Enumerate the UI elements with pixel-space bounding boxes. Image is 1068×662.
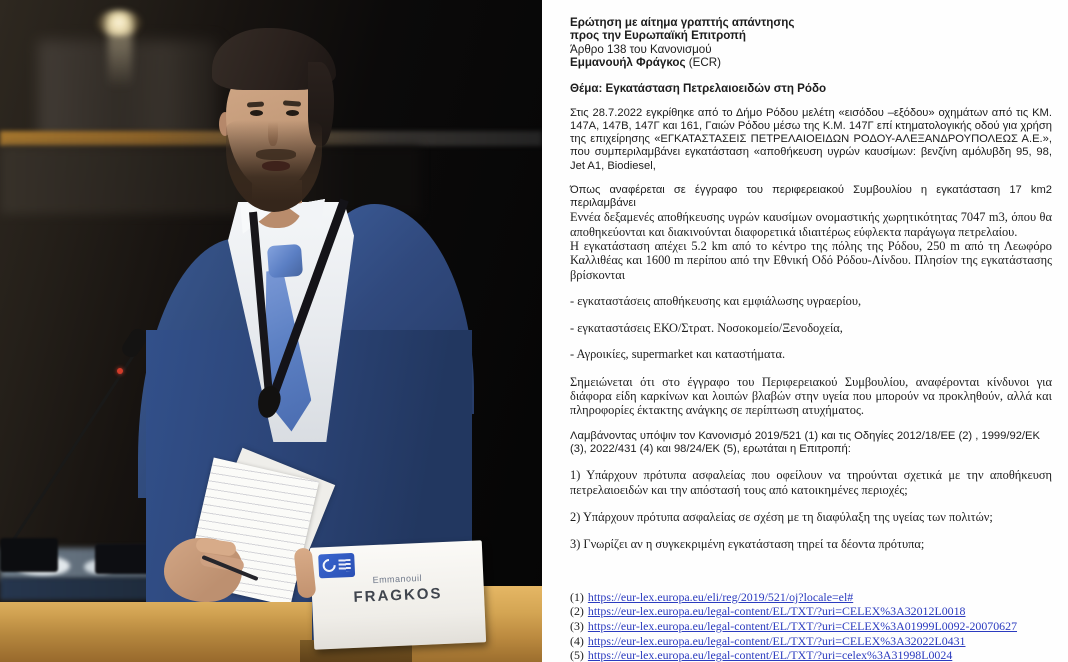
footnote-item: [570, 590, 1052, 605]
footnote-number: (3): [570, 618, 584, 633]
footnote-link[interactable]: https://eur-lex.europa.eu/eli/reg/2019/521/oj?locale=el#: [587, 589, 854, 604]
light-reflection: [108, 26, 132, 88]
wooden-desk: [0, 602, 312, 662]
footnote-item: [570, 604, 1052, 619]
author-group: (ECR): [685, 56, 721, 70]
footnote-number: (4): [570, 633, 584, 648]
header-line-author: [570, 56, 1052, 69]
bullet-item: - εγκαταστάσεις ΕΚΟ/Στρατ. Νοσοκομείο/Ξενοδοχεία,: [570, 320, 843, 335]
mouth: [262, 161, 290, 171]
header-line-rule: Άρθρο 138 του Κανονισμού: [570, 42, 712, 56]
footnote-number: (1): [570, 589, 584, 604]
author-name: Εμμανουήλ Φράγκος: [570, 56, 686, 70]
document-subject: Θέμα: Εγκατάσταση Πετρελαιοειδών στη Ρόδο: [570, 81, 827, 95]
bullet-item: - Αγροικίες, supermarket και καταστήματα.: [570, 347, 786, 362]
eye: [286, 110, 299, 116]
eu-logo-glyph: [320, 556, 338, 574]
footnote-link[interactable]: https://eur-lex.europa.eu/legal-content/EL/TXT/?uri=CELEX%3A32022L0431: [587, 633, 966, 648]
footnote-link[interactable]: https://eur-lex.europa.eu/legal-content/EL/TXT/?uri=CELEX%3A01999L0092-20070627: [587, 618, 1018, 633]
mustache: [256, 149, 296, 160]
paragraph-legal-basis: Λαμβάνοντας υπόψιν τον Κανονισμό 2019/521 (1) και τις Οδηγίες 2012/18/ΕΕ (2) , 1999/92/ΕΚ (3), 2022/431 (4) και 98/24/ΕΚ (5), ερωτάται η Επιτροπή:: [570, 429, 1040, 455]
header-line-question-type: Ερώτηση με αίτημα γραπτής απάντησης: [570, 16, 795, 29]
paragraph-approval: Στις 28.7.2022 εγκρίθηκε από το Δήμο Ρόδου μελέτη «εισόδου –εξόδου» οχημάτων από τις ΚΜ. 147Α, 147Β, 147Γ και 161, Γαιών Ρόδου μέσω της Κ.Μ. 147Γ επί κτηματολογικής οδού για χρήση της επιχείρησης «ΕΓΚΑΤΑΣΤΑΣΕΙΣ ΠΕΤΡΕΛΑΙΟΕΙΔΩΝ ΡΟΔΟΥ-ΑΛΕΞΑΝΔΡΟΥΠΟΛΕΩΣ Α.Ε.», που συμπεριλαμβάνει εγκατάσταση «αποθήκευση υγρών καυσίμων: βενζίνη αμόλυβδη 95, 98, Jet A1, Biodiesel,: [570, 106, 1052, 172]
bullet-item: - εγκαταστάσεις αποθήκευσης και εμφιάλωσης υγραερίου,: [570, 294, 862, 309]
hemicycle-background: [0, 146, 420, 214]
footnote-number: (5): [570, 648, 584, 662]
document-header: [570, 16, 1052, 70]
tie-knot: [267, 244, 303, 278]
footnotes-list: [570, 590, 1052, 662]
written-question-document: [542, 0, 1068, 662]
nameplate-first-name: Emmanouil: [372, 572, 423, 586]
nameplate-last-name: FRAGKOS: [353, 585, 443, 606]
paragraph-installation: [570, 184, 1052, 282]
question-item: 2) Υπάρχουν πρότυπα ασφαλείας σε σχέση με τη διαφύλαξη της υγείας των πολιτών;: [570, 509, 993, 524]
question-item: 1) Υπάρχουν πρότυπα ασφαλείας που οφείλουν να τηρούνται σχετικά με την αποθήκευση πετρελαιοειδών και την απόστασή τους από κατοικημένες περιοχές;: [570, 468, 1052, 497]
mep-nameplate: [310, 540, 486, 649]
question-item: 3) Γνωρίζει αν η συγκεκριμένη εγκατάσταση τηρεί τα δέοντα πρότυπα;: [570, 537, 925, 552]
footnote-number: (2): [570, 604, 584, 619]
paragraph-installation-sans: Όπως αναφέρεται σε έγγραφο του περιφερειακού Συμβουλίου η εγκατάσταση 17 km2 περιλαμβάνει: [570, 183, 1052, 210]
microphone-led: [117, 368, 123, 374]
paragraph-distances: Η εγκατάσταση απέχει 5.2 km από το κέντρο της πόλης της Ρόδου, 250 m από τη Λεωφόρο Καλλιθέας και 1600 m περίπου από την Εθνική Οδό Ρόδου-Λίνδου. Πλησίον της εγκατάστασης βρίσκονται: [570, 239, 1052, 282]
eu-logo-text-lines: [338, 559, 351, 572]
paragraph-health-risks: Σημειώνεται ότι στο έγγραφο του Περιφερειακού Συμβουλίου, αναφέρονται κίνδυνοι για διάφορα είδη καρκίνων και λοιπών βλαβών στην υγεία που μπορούν να προκληθούν, αλλά και πληροφορίες έκτακτης ανάγκης σε περίπτωση ατυχήματος.: [570, 374, 1052, 418]
footnote-link[interactable]: https://eur-lex.europa.eu/legal-content/EL/TXT/?uri=CELEX%3A32012L0018: [587, 604, 966, 619]
footnote-item: [570, 648, 1052, 662]
desk-monitor: [0, 538, 58, 572]
header-line-addressee: προς την Ευρωπαϊκή Επιτροπή: [570, 29, 746, 43]
footnote-item: [570, 634, 1052, 649]
microphone-boom: [0, 351, 137, 561]
footnote-link[interactable]: https://eur-lex.europa.eu/legal-content/EL/TXT/?uri=celex%3A31998L0024: [587, 648, 953, 662]
eye: [250, 110, 263, 116]
eu-parliament-logo-icon: [318, 553, 355, 579]
footnote-item: [570, 619, 1052, 634]
paragraph-installation-serif: Εννέα δεξαμενές αποθήκευσης υγρών καυσίμων ονομαστικής χωρητικότητας 7047 m3, όπου θα αποθηκεύονται και διακινούνται διαφορετικά ιδιαιτέρως εύφλεκτα παράγωγα πετρελαίου.: [570, 210, 1052, 239]
